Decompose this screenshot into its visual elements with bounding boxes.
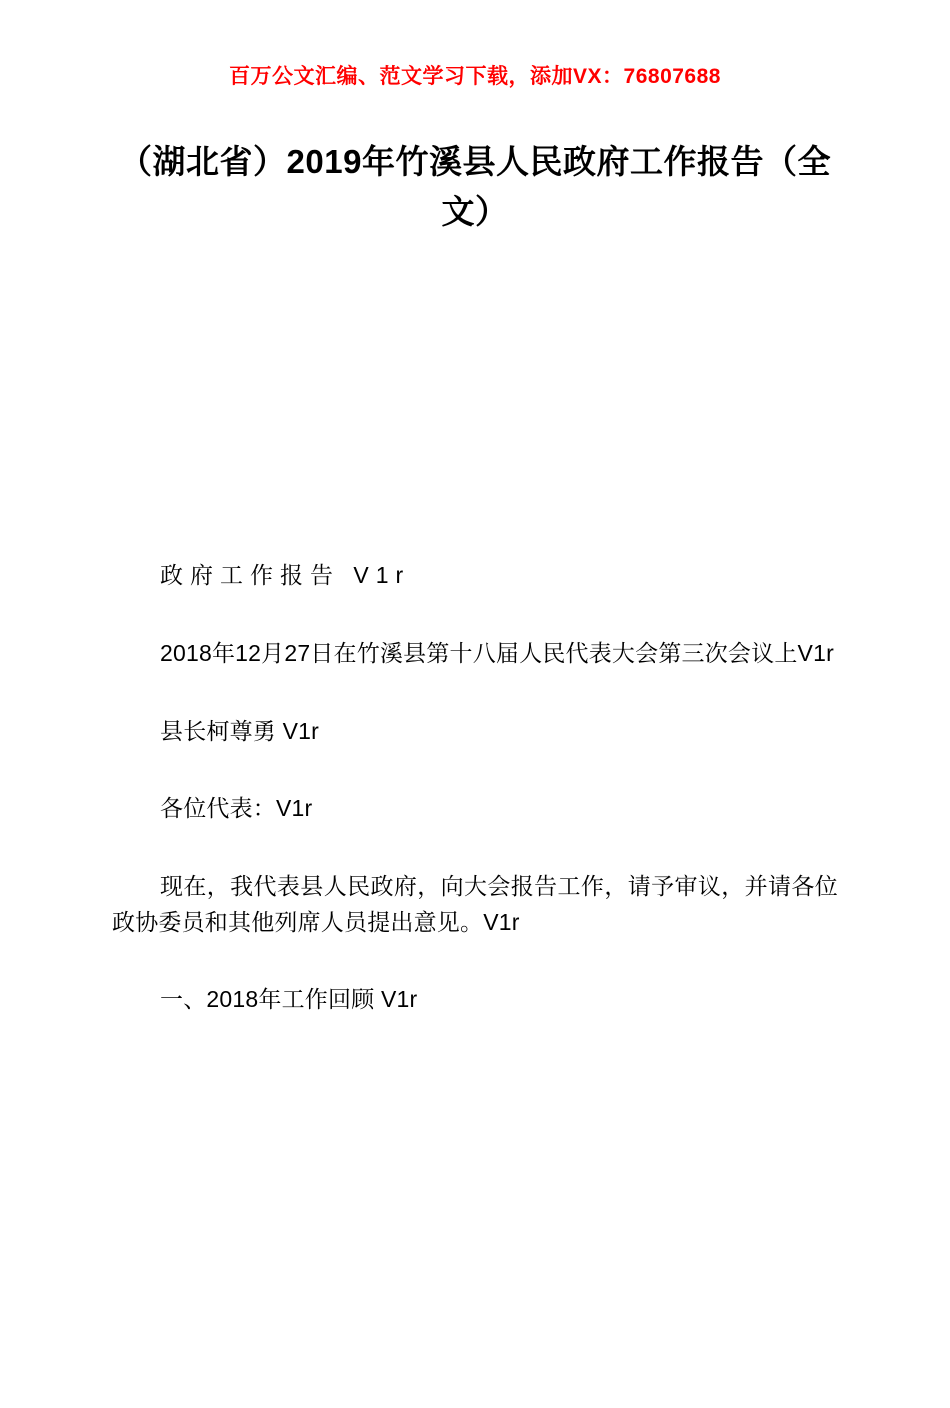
paragraph-meeting-info: 2018年12月27日在竹溪县第十八届人民代表大会第三次会议上V1r bbox=[160, 639, 834, 666]
document-page bbox=[0, 64, 950, 1408]
paragraph-report-heading: 政府工作报告 V1r bbox=[160, 562, 411, 589]
paragraph-section-one-heading: 一、2018年工作回顾 V1r bbox=[160, 986, 418, 1013]
promo-banner: 百万公文汇编、范文学习下载，添加VX：76807688 bbox=[229, 65, 721, 88]
paragraph-salutation: 各位代表：V1r bbox=[160, 795, 313, 822]
paragraph-speaker: 县长柯尊勇 V1r bbox=[160, 717, 319, 744]
paragraph-opening-statement: 现在，我代表县人民政府，向大会报告工作，请予审议，并请各位政协委员和其他列席人员提出意见。V1r bbox=[112, 872, 838, 935]
page-title: （湖北省）2019年竹溪县人民政府工作报告（全文） bbox=[119, 143, 831, 230]
title-body-spacer bbox=[112, 258, 838, 558]
